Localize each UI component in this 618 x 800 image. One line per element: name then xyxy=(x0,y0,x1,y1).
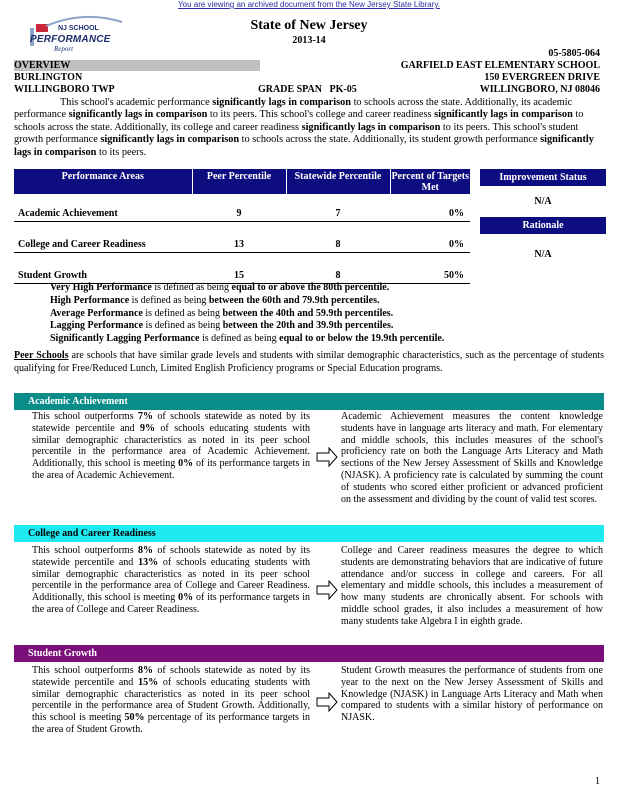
grade-span-label: GRADE SPAN xyxy=(258,84,322,95)
row-state: 8 xyxy=(286,221,390,252)
performance-level-row xyxy=(50,282,444,295)
emphasis-text: between the 40th and 59.9th percentiles. xyxy=(222,307,394,319)
body-text: to schools across the state. Additionally, its student growth performance xyxy=(239,134,541,146)
body-text: is defined as being xyxy=(142,307,223,319)
peer-schools-definition xyxy=(14,350,604,375)
col-header-peer: Peer Percentile xyxy=(192,169,286,194)
section-growth-right: Student Growth measures the performance of students from one year to the next on the New Jersey Assessment of Skills and Knowledge (NJASK) in Language Arts Literacy and Math when compared to students with a similar history of performance on NJASK. xyxy=(341,665,603,724)
emphasis-text: 9% xyxy=(139,422,155,434)
body-text: of schools statewide as noted by its statewide percentile and xyxy=(32,545,311,568)
emphasis-text: significantly lags in comparison xyxy=(68,109,208,121)
improvement-status-value: N/A xyxy=(534,196,552,207)
school-code: 05-5805-064 xyxy=(548,48,600,59)
emphasis-text: 0% xyxy=(178,592,194,604)
emphasis-text: 15% xyxy=(138,676,159,688)
body-text: to its peers. This school's student growth performance xyxy=(14,121,579,146)
row-pct: 0% xyxy=(390,194,470,221)
body-text: is defined as being xyxy=(151,282,232,293)
body-text: of schools educating students with similar demographic characteristics as noted in its peer school percentile in the performance area of College and Career Readiness. Additionally, this school is meeting xyxy=(32,556,310,604)
table-row xyxy=(14,221,470,252)
emphasis-text: 7% xyxy=(138,411,154,422)
col-header-state: Statewide Percentile xyxy=(286,169,390,194)
emphasis-text: 50% xyxy=(124,712,145,724)
table-row xyxy=(14,194,470,221)
logo-line1: NJ SCHOOL xyxy=(58,25,99,32)
grade-span-value: PK-05 xyxy=(329,84,357,95)
body-text: This school outperforms xyxy=(32,545,139,556)
section-academic-left xyxy=(32,411,310,482)
grade-span xyxy=(258,84,357,95)
school-year: 2013-14 xyxy=(292,35,326,46)
archive-banner-link[interactable]: You are viewing an archived document from the New Jersey State Library. xyxy=(178,0,440,9)
page-number: 1 xyxy=(595,776,600,787)
body-text: This school's academic performance xyxy=(60,97,213,108)
emphasis-text: significantly lags in comparison xyxy=(14,134,594,158)
body-text: of schools statewide as noted by its statewide percentile and xyxy=(32,665,311,688)
row-pct: 0% xyxy=(390,221,470,252)
logo-line3: Report xyxy=(54,45,74,53)
col-header-pct: Percent of Targets Met xyxy=(391,171,470,193)
emphasis-text: significantly lags in comparison xyxy=(301,121,441,133)
row-area: Student Growth xyxy=(14,252,192,283)
emphasis-text: Very High Performance xyxy=(50,282,152,293)
row-peer: 13 xyxy=(192,221,286,252)
emphasis-text: Average Performance xyxy=(50,307,143,319)
overview-label: OVERVIEW xyxy=(14,60,260,71)
section-college-right: College and Career readiness measures the degree to which students are demonstrating behaviors that are indicative of future attendance and/or success in college and careers. For all elementary and middle schools, this includes a measurement of how many students are chronically absent. For schools with middle school grades, it also includes a measurement of how many students take Algebra I in eighth grade. xyxy=(341,545,603,627)
peer-schools-term: Peer Schools xyxy=(14,350,69,361)
section-college-left xyxy=(32,545,310,616)
performance-table xyxy=(14,169,470,284)
emphasis-text: equal to or below the 19.9th percentile. xyxy=(279,333,445,345)
emphasis-text: 0% xyxy=(178,458,194,470)
section-header-college: College and Career Readiness xyxy=(14,525,604,542)
overview-summary xyxy=(14,97,602,159)
performance-level-row xyxy=(50,295,444,308)
body-text: of schools educating students with similar demographic characteristics as noted in its peer school percentile in the performance area of Academic Achievement. Additionally, this school is meeting xyxy=(32,422,310,470)
emphasis-text: 8% xyxy=(138,665,154,676)
emphasis-text: Significantly Lagging Performance xyxy=(50,333,200,345)
body-text: of schools statewide as noted by its statewide percentile and xyxy=(32,411,311,434)
emphasis-text: Lagging Performance xyxy=(50,320,144,332)
emphasis-text: equal to or above the 80th percentile. xyxy=(231,282,390,293)
body-text: to its peers. This school's college and career readiness xyxy=(207,109,435,121)
emphasis-text: 13% xyxy=(138,556,159,568)
section-academic-right: Academic Achievement measures the content knowledge students have in language arts literacy and math. For elementary and middle schools, this includes measures of the school's proficiency rate on both the Language Arts Literacy and Math sections of the New Jersey Assessment of Skills and Knowledge (NJASK). A proficiency rate is calculated by summing the count of students who scored either proficient or advanced proficient on the assessment and dividing by the count of valid test scores. xyxy=(341,411,603,505)
emphasis-text: 8% xyxy=(138,545,154,556)
emphasis-text: between the 20th and 39.9th percentiles. xyxy=(222,320,394,332)
district-name: WILLINGBORO TWP xyxy=(14,84,115,95)
body-text: to schools across the state. Additionally, its college and career readiness xyxy=(14,109,584,133)
body-text: This school outperforms xyxy=(32,411,139,422)
peer-schools-text: are schools that have similar grade levels and students with similar demographic characteristics, such as the percentage of students qualifying for Free/Reduced Lunch, Limited English Proficiency programs or Special Education programs. xyxy=(14,350,604,374)
row-state: 8 xyxy=(286,252,390,283)
body-text: of schools educating students with similar demographic characteristics as noted in its peer school percentile in the performance area of Student Growth. Additionally, this school is meeting xyxy=(32,676,310,724)
rationale-value: N/A xyxy=(534,249,552,260)
school-name: GARFIELD EAST ELEMENTARY SCHOOL xyxy=(400,60,600,71)
row-peer: 15 xyxy=(192,252,286,283)
row-peer: 9 xyxy=(192,194,286,221)
school-address: 150 EVERGREEN DRIVE xyxy=(484,72,600,83)
performance-level-row xyxy=(50,308,444,321)
emphasis-text: significantly lags in comparison xyxy=(212,97,351,108)
body-text: of its performance targets in the area of Academic Achievement. xyxy=(32,458,310,481)
row-pct: 50% xyxy=(390,252,470,283)
page-title: State of New Jersey xyxy=(250,18,368,33)
performance-level-row xyxy=(50,320,444,333)
improvement-status-header: Improvement Status xyxy=(480,169,606,186)
performance-level-definitions xyxy=(50,282,444,346)
emphasis-text: High Performance xyxy=(50,294,130,306)
section-header-academic: Academic Achievement xyxy=(14,393,604,410)
emphasis-text: between the 60th and 79.9th percentiles. xyxy=(208,294,380,306)
body-text: is defined as being xyxy=(129,294,209,306)
body-text: percentage of its performance targets in the area of Student Growth. xyxy=(32,712,310,735)
body-text: to its peers. xyxy=(96,146,147,158)
section-growth-left xyxy=(32,665,310,736)
right-arrow-icon xyxy=(316,580,338,600)
body-text: is defined as being xyxy=(199,333,280,345)
col-header-area: Performance Areas xyxy=(14,169,192,194)
school-city: WILLINGBORO, NJ 08046 xyxy=(479,84,600,95)
section-header-growth: Student Growth xyxy=(14,645,604,662)
county-name: BURLINGTON xyxy=(14,72,83,83)
row-area: College and Career Readiness xyxy=(14,221,192,252)
rationale-header: Rationale xyxy=(480,217,606,234)
row-state: 7 xyxy=(286,194,390,221)
body-text: This school outperforms xyxy=(32,665,139,676)
emphasis-text: significantly lags in comparison xyxy=(100,134,240,146)
body-text: is defined as being xyxy=(143,320,223,332)
emphasis-text: significantly lags in comparison xyxy=(434,109,573,121)
right-arrow-icon xyxy=(316,447,338,467)
row-area: Academic Achievement xyxy=(14,194,192,221)
table-row xyxy=(14,252,470,283)
body-text: of its performance targets in the area of College and Career Readiness. xyxy=(32,592,310,615)
right-arrow-icon xyxy=(316,692,338,712)
performance-level-row xyxy=(50,333,444,346)
logo-line2: PERFORMANCE xyxy=(30,34,111,45)
body-text: to schools across the state. Additionally, its academic performance xyxy=(14,97,573,121)
